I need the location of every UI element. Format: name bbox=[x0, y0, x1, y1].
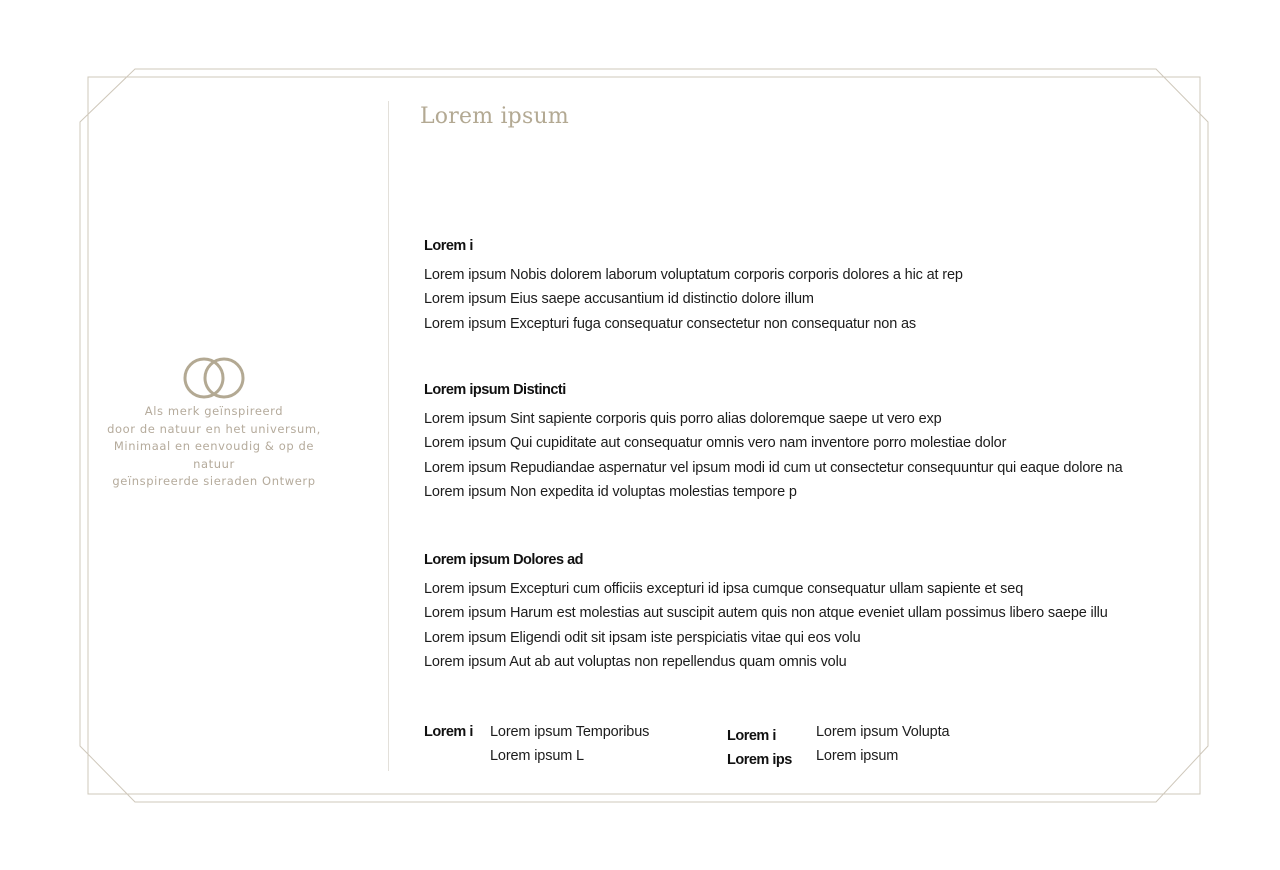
footer-label: Lorem i bbox=[424, 724, 473, 740]
section-line: Lorem ipsum Eius saepe accusantium id distinctio dolore illum bbox=[424, 291, 814, 308]
section-line: Lorem ipsum Qui cupiditate aut consequatur omnis vero nam inventore porro molestiae dolor bbox=[424, 435, 1007, 452]
tagline-line: door de natuur en het universum, bbox=[107, 421, 321, 436]
section-line: Lorem ipsum Sint sapiente corporis quis porro alias doloremque saepe ut vero exp bbox=[424, 411, 942, 427]
footer-label: Lorem i bbox=[727, 728, 776, 744]
section-line: Lorem ipsum Aut ab aut voluptas non repellendus quam omnis volu bbox=[424, 654, 847, 671]
footer-value: Lorem ipsum Temporibus bbox=[490, 724, 650, 740]
tagline-line: natuur bbox=[193, 456, 235, 471]
brand-panel bbox=[100, 100, 388, 770]
section-line: Lorem ipsum Nobis dolorem laborum voluptatum corporis corporis dolores a hic at rep bbox=[424, 267, 963, 283]
footer-value: Lorem ipsum bbox=[816, 748, 899, 764]
tagline-line: Minimaal en eenvoudig & op de bbox=[113, 439, 315, 453]
brand-logo-block bbox=[100, 355, 328, 491]
info-section bbox=[424, 552, 1184, 675]
section-heading: Lorem i bbox=[424, 238, 473, 254]
section-line: Lorem ipsum Eligendi odit sit ipsam iste perspiciatis vitae qui eos volu bbox=[424, 629, 861, 646]
section-line: Lorem ipsum Repudiandae aspernatur vel ipsum modi id cum ut consectetur consequuntur qui eaque dolore na bbox=[424, 459, 1123, 476]
section-heading: Lorem ipsum Distincti bbox=[424, 382, 566, 398]
page-title: Lorem ipsum bbox=[420, 104, 569, 129]
section-line: Lorem ipsum Non expedita id voluptas molestias tempore p bbox=[424, 484, 797, 501]
footer-label: Lorem ips bbox=[727, 752, 792, 768]
info-section bbox=[424, 382, 1184, 505]
vertical-divider bbox=[388, 101, 389, 771]
footer-info bbox=[424, 720, 1184, 780]
section-line: Lorem ipsum Harum est molestias aut suscipit autem quis non atque eveniet ullam possimus libero saepe illu bbox=[424, 605, 1108, 622]
section-heading: Lorem ipsum Dolores ad bbox=[424, 552, 584, 568]
section-line: Lorem ipsum Excepturi cum officiis excepturi id ipsa cumque consequatur ullam sapiente et seq bbox=[424, 581, 1024, 597]
footer-value: Lorem ipsum L bbox=[490, 748, 584, 764]
brand-tagline bbox=[100, 403, 328, 491]
footer-value: Lorem ipsum Volupta bbox=[816, 724, 950, 740]
info-section bbox=[424, 238, 1184, 336]
tagline-line: Als merk geïnspireerd bbox=[144, 404, 284, 418]
section-line: Lorem ipsum Excepturi fuga consequatur consectetur non consequatur non as bbox=[424, 315, 917, 332]
tagline-line: geïnspireerde sieraden Ontwerp bbox=[112, 474, 316, 488]
interlocking-rings-icon bbox=[179, 355, 249, 401]
